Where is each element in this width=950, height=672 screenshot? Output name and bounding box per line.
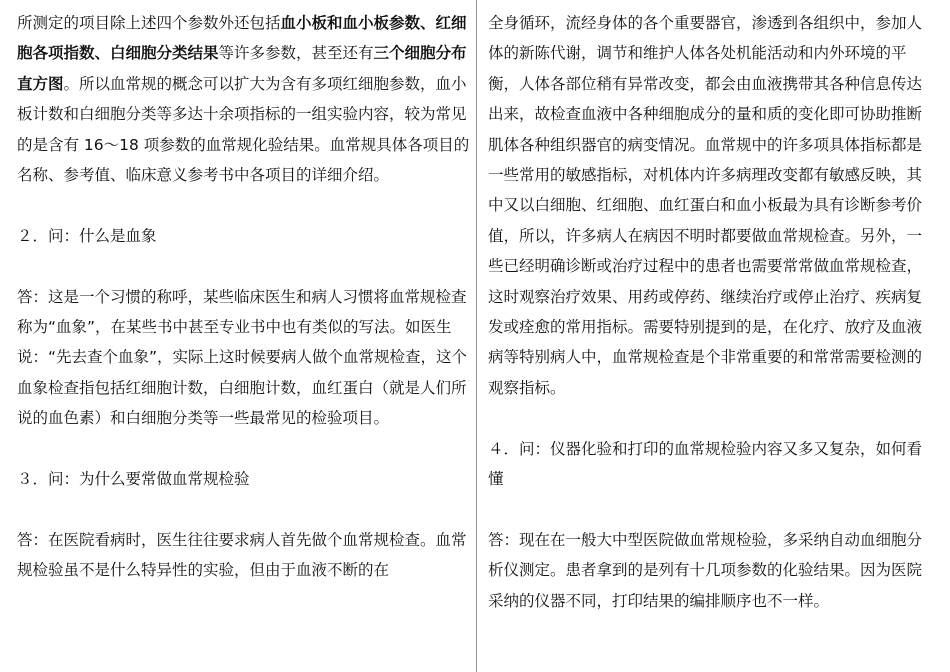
text-run: 。所以血常规的概念可以扩大为含有多项红细胞参数，血小板计数和白细胞分类等多达十余项指标的一组实验内容，较为常见的是含有 16～18 项参数的血常规化验结果。血常规具体各项目的名称、参考值、临床意义参考书中各项目的详细介绍。 (17, 74, 470, 185)
left-column (17, 8, 475, 586)
right-column (488, 8, 936, 616)
answer-2: 答：这是一个习惯的称呼，某些临床医生和病人习惯将血常规检查称为“血象”，在某些书中甚至专业书中也有类似的写法。如医生说：“先去查个血象”，实际上这时候要病人做个血常规检查，这个血象检查指包括红细胞计数，白细胞计数，血红蛋白（就是人们所说的血色素）和白细胞分类等一些最常见的检验项目。 (17, 287, 468, 428)
question-4: ４．问：仪器化验和打印的血常规检验内容又多又复杂，如何看懂 (488, 439, 923, 489)
intro-paragraph (17, 8, 475, 190)
column-divider (476, 0, 477, 672)
bold-text: 血小板和血小板参数、红细胞各项指数、白细胞分类结果 (17, 14, 467, 63)
question-2: ２．问：什么是血象 (17, 226, 157, 245)
answer-3-continued: 全身循环，流经身体的各个重要器官，渗透到各组织中，参加人体的新陈代谢，调节和维护人体各处机能活动和内外环境的平衡，人体各部位稍有异常改变，都会由血液携带其各种信息传达出来，故检查血液中各种细胞成分的量和质的变化即可协助推断肌体各种组织器官的病变情况。血常规中的许多项具体指标都是一些常用的敏感指标，对机体内许多病理改变都有敏感反映，其中又以白细胞、红细胞、血红蛋白和血小板最为具有诊断参考价值，所以，许多病人在病因不明时都要做血常规检查。另外，一些已经明确诊断或治疗过程中的患者也需要常常做血常规检查，这时观察治疗效果、用药或停药、继续治疗或停止治疗、疾病复发或痊愈的常用指标。需要特别提到的是，在化疗、放疗及血液病等特别病人中，血常规检查是个非常重要的和常常需要检测的观察指标。 (488, 14, 923, 397)
text-run: 所测定的项目除上述四个参数外还包括 (17, 14, 281, 32)
question-3: ３．问：为什么要常做血常规检验 (17, 470, 250, 489)
text-run: 等许多参数，甚至还有 (218, 44, 374, 63)
answer-4: 答：现在在一般大中型医院做血常规检验，多采纳自动血细胞分析仪测定。患者拿到的是列有十几项参数的化验结果。因为医院采纳的仪器不同，打印结果的编排顺序也不一样。 (488, 530, 923, 610)
bold-text: 三个细胞分布直方图 (17, 44, 467, 93)
answer-3: 答：在医院看病时，医生往往要求病人首先做个血常规检查。血常规检验虽不是什么特异性的实验，但由于血液不断的在 (17, 530, 467, 580)
